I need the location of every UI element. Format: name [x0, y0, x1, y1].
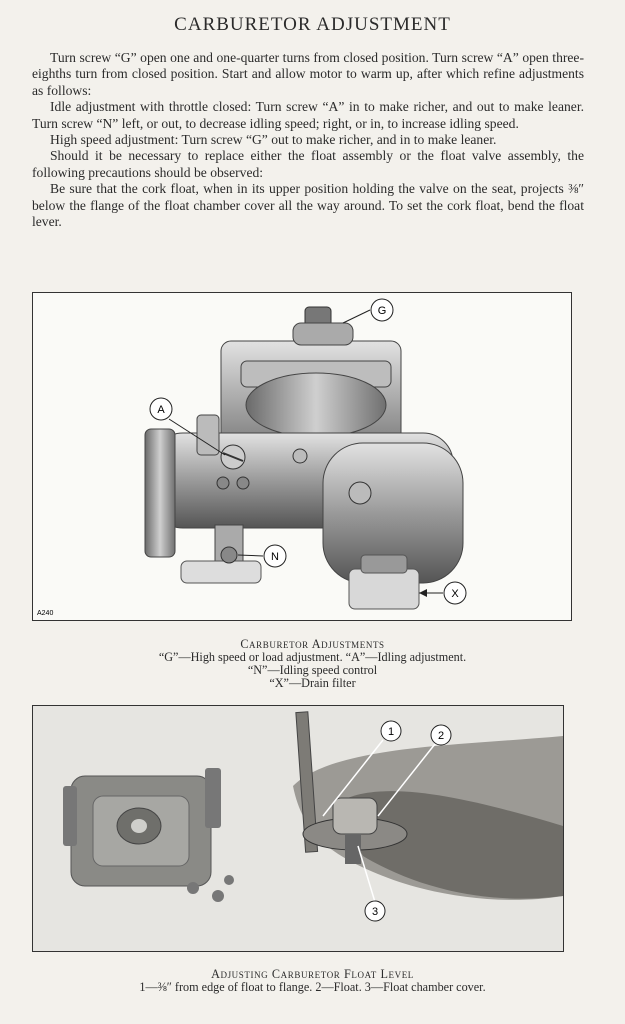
figure1-caption-line2: “N”—Idling speed control [247, 663, 378, 677]
float-level-figure [32, 705, 564, 952]
callout-1-label: 1 [387, 726, 395, 738]
instructions-text [32, 50, 584, 230]
callout-n-label: N [271, 551, 279, 563]
callout-g-leader [343, 310, 370, 323]
carburetor-figure [32, 292, 572, 621]
callout-a-label: A [157, 404, 165, 416]
figure-id: A240 [37, 610, 54, 617]
figure1-caption-title: Carburetor Adjustments [240, 637, 385, 651]
callout-g-label: G [377, 305, 387, 317]
paragraph-high-speed-adjustment: High speed adjustment: Turn screw “G” out to make richer, and in to make leaner. [50, 132, 497, 148]
figure1-caption [0, 638, 625, 690]
paragraph-initial-settings: Turn screw “G” open one and one-quarter turns from closed position. Turn screw “A” open three-eighths turn from closed position. Start and allow motor to warm up, after which refine adjustments as follows: [32, 50, 584, 98]
page-title: CARBURETOR ADJUSTMENT [174, 14, 451, 35]
figure1-caption-line1: “G”—High speed or load adjustment. “A”—Idling adjustment. [158, 650, 467, 664]
figure2-caption [0, 968, 625, 994]
callout-x-label: X [451, 588, 459, 600]
paragraph-idle-adjustment: Idle adjustment with throttle closed: Turn screw “A” in to make richer, and out to make leaner. Turn screw “N” left, or out, to decrease idling speed; right, or in, to increase idling speed. [32, 99, 584, 131]
paragraph-float-replacement: Should it be necessary to replace either the float assembly or the float valve assembly, the following precautions should be observed: [32, 148, 584, 180]
carburetor-illustration [33, 293, 571, 620]
float-level-photo [33, 706, 563, 951]
figure2-caption-title: Adjusting Carburetor Float Level [211, 967, 414, 981]
figure1-caption-line3: “X”—Drain filter [269, 676, 356, 690]
callout-2-label: 2 [437, 730, 445, 742]
paragraph-float-setting: Be sure that the cork float, when in its upper position holding the valve on the seat, projects ⅜″ below the flange of the float chamber cover all the way around. To set the cork float, bend the float lever. [32, 181, 584, 230]
figure2-caption-line1: 1—⅜″ from edge of float to flange. 2—Float. 3—Float chamber cover. [139, 980, 486, 994]
callout-3-label: 3 [371, 906, 379, 918]
